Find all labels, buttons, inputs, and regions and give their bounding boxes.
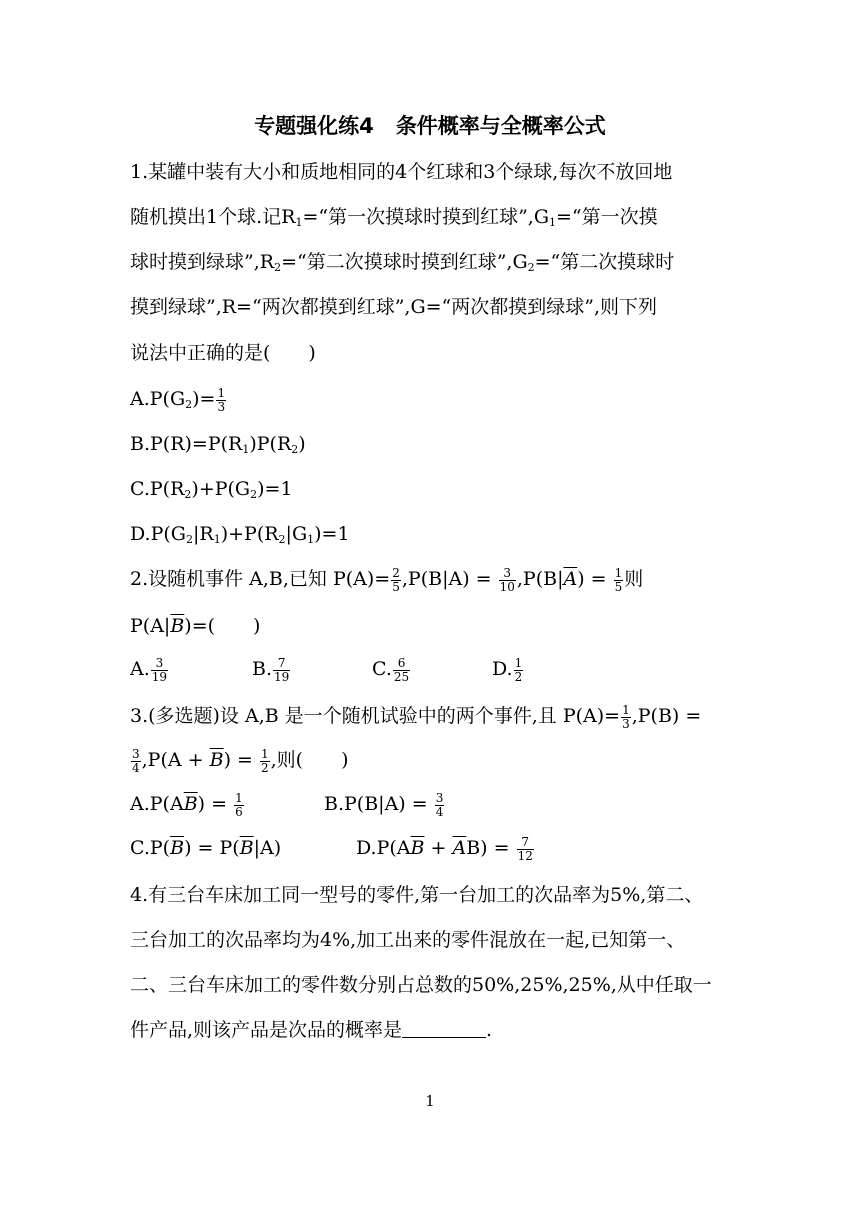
q3-options-row-1 bbox=[130, 790, 445, 819]
q3-option-d: $D.P(A\overline{B} + \overline{A}B)$ = $\frac{7}{12}$ bbox=[356, 834, 533, 863]
fraction: $\frac{1}{3}$ bbox=[217, 385, 226, 414]
fraction: $\frac{1}{2}$ bbox=[261, 746, 269, 775]
q1-option-a: $A.P(G_2)=$ $\frac{1}{3}$ bbox=[130, 385, 226, 414]
q2-line-1: 2.设随机事件 A,B,已知 P(A)= $\frac{2}{5}$ ,P(B|A) = $\frac{3}{10}$ $,P(B|\overline{A})$ = $\frac{1}{5}$ 则 bbox=[130, 565, 644, 594]
q2-option-c: C. $\frac{6}{25}$ bbox=[372, 655, 410, 684]
q3-option-b: B.P(B|A) = $\frac{3}{4}$ bbox=[324, 790, 444, 819]
q1-option-c: $C.P(R_2)+P(G_2)=1$ bbox=[130, 478, 293, 501]
q1-option-d: $D.P(G_2|R_1)+P(R_2|G_1)=1$ bbox=[130, 523, 350, 546]
q3-options-row-2 bbox=[130, 834, 535, 863]
q4-line-4: 件产品,则该产品是次品的概率是 . bbox=[130, 1019, 493, 1041]
q3-option-a: $A.P(A\overline{B})$ = $\frac{1}{6}$ bbox=[130, 790, 243, 819]
fraction: $\frac{3}{4}$ bbox=[132, 746, 140, 775]
q2-option-d: D. $\frac{1}{2}$ bbox=[492, 655, 523, 684]
q1-line-2: 随机摸出1个球.记$R_1=“$第一次摸球时摸到红球$”,G_1=“$第一次摸 bbox=[130, 206, 658, 229]
q1-line-5: 说法中正确的是( ) bbox=[130, 342, 316, 364]
q4-line-1: 4.有三台车床加工同一型号的零件,第一台加工的次品率为5%,第二、 bbox=[130, 884, 704, 906]
q2-line-2: $P(A|\overline{B})=$( ) bbox=[130, 615, 261, 637]
q2-options bbox=[130, 655, 524, 684]
q3-option-c: $C.P(\overline{B}) = P(\overline{B}|A)$ bbox=[130, 837, 282, 859]
fraction: $\frac{1}{5}$ bbox=[614, 565, 623, 594]
q2-option-b: B. $\frac{7}{19}$ bbox=[252, 655, 290, 684]
q3-line-1: 3.(多选题)设 A,B 是一个随机试验中的两个事件,且 P(A)= $\frac{1}{3}$ ,P(B) = bbox=[130, 702, 702, 731]
answer-blank bbox=[402, 1019, 486, 1038]
q1-line-1: 1.某罐中装有大小和质地相同的4个红球和3个绿球,每次不放回地 bbox=[130, 161, 673, 183]
q1-line-3: 球时摸到绿球$”,R_2=“$第二次摸球时摸到红球$”,G_2=“$第二次摸球时 bbox=[130, 251, 675, 274]
q4-line-3: 二、三台车床加工的零件数分别占总数的50%,25%,25%,从中任取一 bbox=[130, 974, 712, 996]
q1-line-4: 摸到绿球”,R=“两次都摸到红球”,G=“两次都摸到绿球”,则下列 bbox=[130, 296, 658, 318]
fraction: $\frac{2}{5}$ bbox=[392, 565, 400, 594]
page-number: 1 bbox=[425, 1092, 435, 1110]
q3-line-2: $\frac{3}{4}$ $,P(A + \overline{B})$ = $\frac{1}{2}$ ,则( ) bbox=[132, 746, 349, 775]
page-title: 专题强化练4 条件概率与全概率公式 bbox=[254, 114, 606, 138]
q4-line-2: 三台加工的次品率均为4%,加工出来的零件混放在一起,已知第一、 bbox=[130, 929, 686, 951]
q2-option-a: A. $\frac{3}{19}$ bbox=[130, 655, 168, 684]
fraction: $\frac{3}{10}$ bbox=[499, 565, 515, 594]
fraction: $\frac{1}{3}$ bbox=[622, 702, 630, 731]
q1-option-b: $B.P(R)=P(R_1)P(R_2)$ bbox=[130, 433, 306, 456]
